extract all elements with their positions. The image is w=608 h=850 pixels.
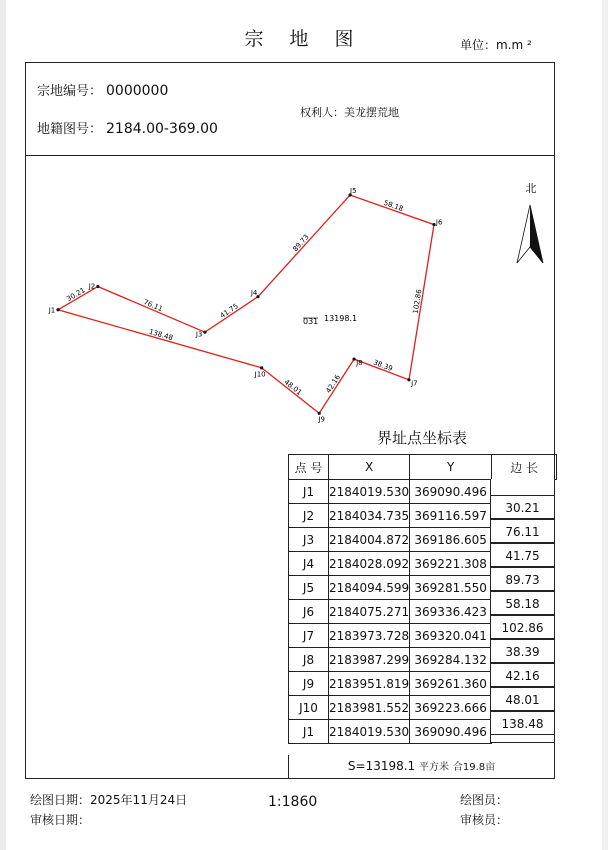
side-length-cell: 102.86 [490, 615, 555, 639]
cell-point: J3 [289, 528, 329, 552]
reviewer-label: 审核员： [460, 813, 509, 827]
boundary-point-label: J2 [88, 282, 96, 291]
cell-x: 2183951.819 [329, 672, 410, 696]
parcel-code: 031 [303, 317, 319, 326]
header-side: 边 长 [492, 455, 557, 480]
side-length-cell: 38.39 [490, 639, 555, 663]
area-summary [288, 755, 555, 779]
boundary-point-label: J3 [195, 330, 203, 339]
side-length-cell: 48.01 [490, 687, 555, 711]
cell-x: 2184004.872 [329, 528, 410, 552]
north-arrow [517, 182, 543, 263]
parcel-number-label: 宗地编号： [37, 84, 103, 99]
boundary-point-label: J5 [350, 186, 357, 195]
cell-point: J7 [289, 624, 329, 648]
edge-length-label: 41.75 [218, 302, 240, 321]
area-mu: 合19.8亩 [452, 762, 496, 773]
cell-x: 2184034.735 [329, 504, 410, 528]
cell-x: 2183981.552 [329, 696, 410, 720]
boundary-point-marker [56, 308, 59, 311]
cell-x: 2183987.299 [329, 648, 410, 672]
side-length-cell: 42.16 [490, 663, 555, 687]
side-length-cell: 89.73 [490, 567, 555, 591]
review-date-label: 审核日期： [30, 813, 91, 827]
cell-y: 369090.496 [410, 720, 492, 744]
cadastral-number-value: 2184.00-369.00 [106, 121, 218, 137]
cell-y: 369281.550 [410, 576, 492, 600]
parcel-annotation [303, 314, 357, 326]
cell-y: 369284.132 [410, 648, 492, 672]
cell-point: J5 [289, 576, 329, 600]
cell-point: J1 [289, 720, 329, 744]
edge-length-label: 58.18 [382, 198, 405, 214]
cell-y: 369090.496 [410, 480, 492, 504]
side-length-cell: 58.18 [490, 591, 555, 615]
boundary-point-label: J10 [254, 370, 266, 379]
header-x: X [329, 455, 410, 480]
cell-y: 369261.360 [410, 672, 492, 696]
boundary-point-label: J1 [48, 306, 56, 315]
cell-x: 2184075.271 [329, 600, 410, 624]
boundary-point-marker [96, 285, 99, 288]
cell-point: J10 [289, 696, 329, 720]
side-length-cell: 41.75 [490, 543, 555, 567]
header-y: Y [410, 455, 492, 480]
table-header-row [289, 455, 557, 480]
cell-point: J1 [289, 480, 329, 504]
cell-y: 369336.423 [410, 600, 492, 624]
cell-point: J6 [289, 600, 329, 624]
cadastral-number-label: 地籍图号： [37, 122, 103, 137]
cell-y: 369186.605 [410, 528, 492, 552]
edge-length-label: 42.16 [324, 373, 343, 395]
parcel-number-value: 0000000 [106, 83, 169, 99]
cell-point: J2 [289, 504, 329, 528]
cell-x: 2184019.530 [329, 480, 410, 504]
boundary-point-marker [260, 366, 263, 369]
side-length-cell: 30.21 [490, 495, 555, 519]
cell-x: 2183973.728 [329, 624, 410, 648]
unit-label: 单位：m.m ² [460, 38, 532, 52]
edge-length-label: 48.01 [282, 378, 304, 397]
cell-point: J9 [289, 672, 329, 696]
edge-length-label: 38.39 [372, 358, 394, 373]
edge-length-label: 76.11 [142, 298, 164, 314]
edge-length-label: 102.86 [411, 288, 424, 315]
draw-date-label: 绘图日期： [30, 793, 91, 807]
owner-label: 权利人：美龙摆荒地 [300, 106, 399, 119]
area-unit: 平方米 [419, 762, 450, 773]
side-length-cell: 76.11 [490, 519, 555, 543]
cell-point: J8 [289, 648, 329, 672]
boundary-point-marker [318, 412, 321, 415]
edge-length-labels [65, 199, 423, 397]
boundary-point-marker [407, 378, 410, 381]
coordinate-table-title: 界址点坐标表 [376, 429, 467, 447]
edge-length-label: 138.48 [148, 327, 174, 343]
edge-length-label: 30.21 [65, 286, 87, 304]
parcel-boundary [58, 195, 434, 413]
boundary-point-label: J4 [250, 289, 258, 298]
page-title: 宗 地 图 [244, 28, 364, 50]
cell-point: J4 [289, 552, 329, 576]
cell-x: 2184028.092 [329, 552, 410, 576]
cell-y: 369320.041 [410, 624, 492, 648]
side-length-cell: 138.48 [490, 711, 555, 735]
boundary-point-label: J8 [356, 358, 363, 367]
cell-y: 369116.597 [410, 504, 492, 528]
scale-label: 1:1860 [268, 794, 318, 810]
header-point: 点 号 [289, 455, 329, 480]
drafter-label: 绘图员： [460, 793, 509, 807]
cell-x: 2184019.530 [329, 720, 410, 744]
boundary-point-label: J6 [435, 218, 443, 227]
boundary-point-label: J9 [318, 415, 326, 424]
draw-date [30, 791, 187, 808]
cell-y: 369223.666 [410, 696, 492, 720]
cell-x: 2184094.599 [329, 576, 410, 600]
boundary-point-label: J7 [411, 379, 418, 388]
parcel-area-label: 13198.1 [324, 314, 358, 323]
edge-length-label: 89.73 [291, 233, 311, 254]
north-label: 北 [525, 182, 537, 195]
area-value: S=13198.1 [347, 759, 416, 773]
cell-y: 369221.308 [410, 552, 492, 576]
boundary-point-marker [203, 331, 206, 334]
draw-date-value: 2025年11月24日 [90, 793, 188, 807]
